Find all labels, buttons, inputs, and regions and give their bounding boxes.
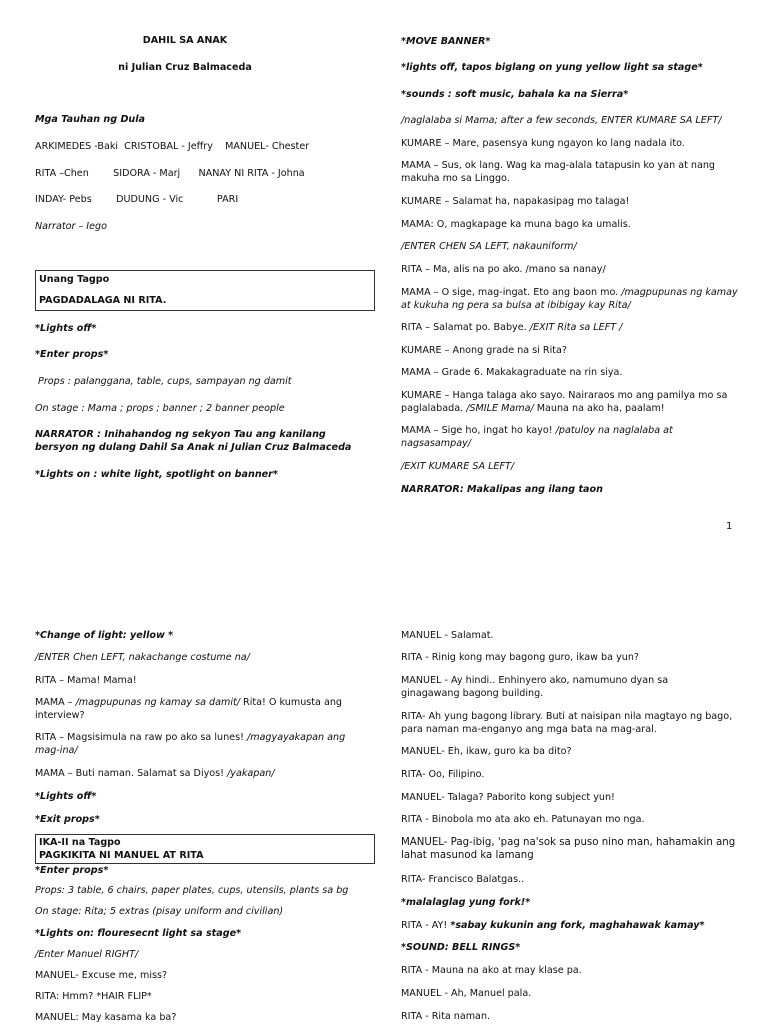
script-line: /Enter Manuel RIGHT/ xyxy=(35,949,139,960)
stage-direction: /yakapan/ xyxy=(227,768,275,779)
narrator-credit: Narrator – Iego xyxy=(35,221,107,232)
dialogue: RITA – Salamat po. Babye. xyxy=(401,322,530,333)
script-line: RITA – Mama! Mama! xyxy=(35,675,137,686)
script-line xyxy=(35,731,365,757)
script-line: RITA- Ah yung bagong library. Buti at naisipan nila magtayo ng bago, para naman ma-enganyo ang mga bata na mag-aral. xyxy=(401,711,733,735)
script-line: RITA - Rita naman. xyxy=(401,1011,491,1022)
script-line: MANUEL: May kasama ka ba? xyxy=(35,1012,177,1023)
stage-direction: /magpupunas ng kamay sa damit/ xyxy=(75,697,240,708)
play-author: ni Julian Cruz Balmaceda xyxy=(118,62,252,73)
script-line xyxy=(401,321,746,334)
exit-props-cue: *Exit props* xyxy=(35,814,100,825)
script-line: MANUEL- Talaga? Paborito kong subject yun! xyxy=(401,792,615,803)
script-line: /ENTER Chen LEFT, nakachange costume na/ xyxy=(35,652,250,663)
narrator-intro: NARRATOR : Inihahandog ng sekyon Tau ang kanilang bersyon ng dulang Dahil Sa Anak ni Julian Cruz Balmaceda xyxy=(35,429,352,453)
script-line: MANUEL - Salamat. xyxy=(401,630,494,641)
sound-cue: *SOUND: BELL RINGS* xyxy=(401,942,521,953)
script-line: MAMA – Sus, ok lang. Wag ka mag-alala tatapusin ko yan at nang makuha mo sa Linggo. xyxy=(401,160,716,184)
script-line: RITA – Ma, alis na po ako. /mano sa nanay/ xyxy=(401,264,606,275)
sounds-cue: *sounds : soft music, bahala ka na Sierra* xyxy=(401,89,629,100)
stage-cue: *malalaglag yung fork!* xyxy=(401,897,531,908)
script-line: KUMARE – Salamat ha, napakasipag mo talaga! xyxy=(401,196,630,207)
scene-1-title: PAGDADALAGA NI RITA. xyxy=(39,295,167,306)
script-line: RITA - Binobola mo ata ako eh. Patunayan mo nga. xyxy=(401,814,645,825)
dialogue: MAMA – Sige ho, ingat ho kayo! xyxy=(401,425,556,436)
cast-row-1: ARKIMEDES -Baki CRISTOBAL - Jeffry MANUEL- Chester xyxy=(35,141,310,152)
scene-2-box xyxy=(35,834,375,864)
page-number: 1 xyxy=(726,521,733,532)
script-line xyxy=(35,767,380,780)
script-line: MANUEL- Excuse me, miss? xyxy=(35,970,168,981)
dialogue: MAMA – Buti naman. Salamat sa Diyos! xyxy=(35,768,228,779)
cast-row-2: RITA –Chen SIDORA - Marj NANAY NI RITA - Johna xyxy=(35,168,305,179)
script-line: MAMA: O, magkapage ka muna bago ka umalis. xyxy=(401,219,631,230)
change-light-cue: *Change of light: yellow * xyxy=(35,630,174,641)
script-line xyxy=(401,389,741,415)
stage-direction: *sabay kukunin ang fork, maghahawak kamay* xyxy=(450,920,705,931)
script-line xyxy=(401,919,746,932)
props-list: Props : palanggana, table, cups, sampayan ng damit xyxy=(35,376,292,387)
lights-off-cue: *Lights off* xyxy=(35,791,97,802)
script-line: MAMA – Grade 6. Makakagraduate na rin siya. xyxy=(401,367,623,378)
move-banner-cue: *MOVE BANNER* xyxy=(401,36,491,47)
enter-props-cue: *Enter props* xyxy=(35,349,109,360)
dialogue: MAMA – xyxy=(35,697,76,708)
on-stage-list: On stage : Mama ; props ; banner ; 2 banner people xyxy=(35,403,285,414)
dialogue: Mauna na ako ha, paalam! xyxy=(533,403,665,414)
cast-heading: Mga Tauhan ng Dula xyxy=(35,114,146,125)
lights-on-cue: *Lights on: flouresecnt light sa stage* xyxy=(35,928,242,939)
script-line: KUMARE – Mare, pasensya kung ngayon ko lang nadala ito. xyxy=(401,138,685,149)
on-stage-list: On stage: Rita; 5 extras (pisay uniform and civilian) xyxy=(35,906,284,917)
narrator-line: NARRATOR: Makalipas ang ilang taon xyxy=(401,484,603,495)
scene-2-title: PAGKIKITA NI MANUEL AT RITA xyxy=(39,850,204,861)
script-line xyxy=(401,286,741,312)
lights-on-cue: *Lights on : white light, spotlight on banner* xyxy=(35,469,278,480)
script-line: MANUEL - Ay hindi.. Enhinyero ako, namumuno dyan sa ginagawang bagong building. xyxy=(401,675,669,699)
cast-row-3: INDAY- Pebs DUDUNG - Vic PARI xyxy=(35,194,239,205)
script-line: RITA - Rinig kong may bagong guro, ikaw ba yun? xyxy=(401,652,640,663)
stage-direction: /magyayakapan ang mag-ina/ xyxy=(35,732,346,756)
script-line: MANUEL- Eh, ikaw, guro ka ba dito? xyxy=(401,746,572,757)
script-line: MANUEL- Pag-ibig, 'pag na'sok sa puso nino man, hahamakin ang lahat masunod ka lamang xyxy=(401,837,736,861)
script-line: MANUEL - Ah, Manuel pala. xyxy=(401,988,532,999)
script-line: /naglalaba si Mama; after a few seconds, ENTER KUMARE SA LEFT/ xyxy=(401,115,722,126)
lights-yellow-cue: *lights off, tapos biglang on yung yellow light sa stage* xyxy=(401,62,703,73)
play-title: DAHIL SA ANAK xyxy=(142,35,228,46)
script-line: /ENTER CHEN SA LEFT, nakauniform/ xyxy=(401,241,577,252)
stage-direction: /patuloy na naglalaba at nagsasampay/ xyxy=(401,425,673,449)
script-line: KUMARE – Anong grade na si Rita? xyxy=(401,345,567,356)
scene-1-label: Unang Tagpo xyxy=(39,274,110,285)
stage-direction: /SMILE Mama/ xyxy=(466,403,534,414)
dialogue: KUMARE – Hanga talaga ako sayo. Nairaraos mo ang pamilya mo sa paglalabada. xyxy=(401,390,728,414)
dialogue: RITA - AY! xyxy=(401,920,451,931)
script-line xyxy=(401,424,741,450)
lights-off-cue: *Lights off* xyxy=(35,323,97,334)
script-line: RITA: Hmm? *HAIR FLIP* xyxy=(35,991,152,1002)
script-line xyxy=(35,696,365,722)
scene-1-box xyxy=(35,270,375,311)
enter-props-cue: *Enter props* xyxy=(35,865,109,876)
stage-direction: /EXIT Rita sa LEFT / xyxy=(529,322,623,333)
scene-2-label: IKA-II na Tagpo xyxy=(39,837,121,848)
script-line: RITA- Francisco Balatgas.. xyxy=(401,874,525,885)
dialogue: Rita! O kumusta ang interview? xyxy=(35,697,343,721)
props-list: Props: 3 table, 6 chairs, paper plates, cups, utensils, plants sa bg xyxy=(35,885,349,896)
dialogue: MAMA – O sige, mag-ingat. Eto ang baon mo. xyxy=(401,287,622,298)
script-line: RITA- Oo, Filipino. xyxy=(401,769,485,780)
dialogue: RITA – Magsisimula na raw po ako sa lunes! xyxy=(35,732,247,743)
stage-direction: /magpupunas ng kamay at kukuha ng pera sa bulsa at ibibigay kay Rita/ xyxy=(401,287,738,311)
script-line: RITA - Mauna na ako at may klase pa. xyxy=(401,965,582,976)
script-line: /EXIT KUMARE SA LEFT/ xyxy=(401,461,515,472)
